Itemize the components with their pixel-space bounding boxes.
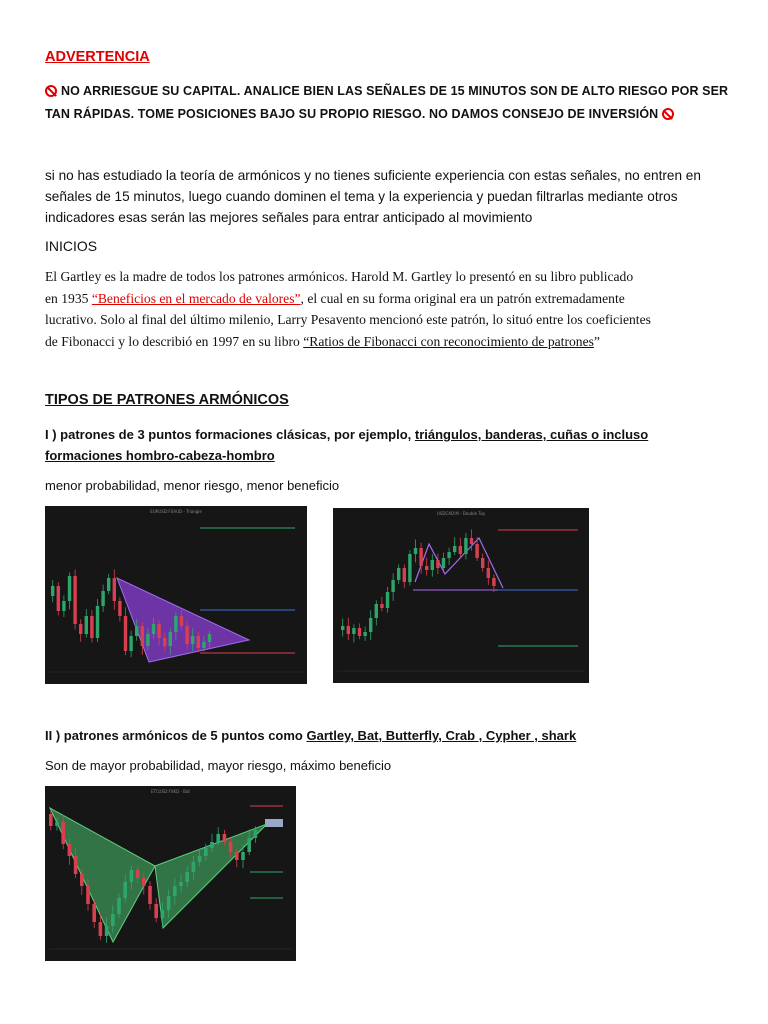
candle-body: [391, 580, 394, 592]
candle-body: [118, 601, 121, 616]
candle-body: [464, 538, 467, 554]
candle-body: [375, 604, 378, 618]
candle-body: [61, 822, 65, 844]
candle-body: [68, 844, 72, 856]
candle-body: [130, 870, 134, 882]
candle-body: [80, 874, 84, 886]
candle-body: [113, 578, 116, 601]
candle-body: [117, 898, 121, 914]
inicios-heading: INICIOS: [45, 238, 98, 254]
candle-body: [247, 838, 251, 852]
candle-body: [167, 896, 171, 910]
no-entry-icon: [45, 85, 57, 97]
candle-body: [442, 558, 445, 568]
prz-box: [265, 819, 283, 827]
candle-body: [74, 856, 78, 874]
warning-line-1: NO ARRIESGUE SU CAPITAL. ANALICE BIEN LAS SEÑALES DE 15 MINUTOS SON DE ALTO RIESGO POR SER: [45, 84, 728, 98]
candle-body: [146, 634, 149, 646]
candle-body: [191, 636, 194, 644]
warning-title: ADVERTENCIA: [45, 49, 150, 65]
candle-body: [347, 626, 350, 634]
candle-body: [174, 616, 177, 632]
double-top-chart-svg: [333, 508, 589, 683]
candle-body: [475, 544, 478, 558]
candle-body: [192, 862, 196, 872]
candle-body: [397, 568, 400, 580]
candle-body: [197, 636, 200, 648]
candle-body: [431, 560, 434, 570]
candle-body: [163, 638, 166, 646]
candle-body: [352, 628, 355, 634]
candle-body: [141, 626, 144, 646]
triangle-chart-image: [45, 506, 307, 684]
candle-body: [55, 822, 59, 826]
candle-body: [204, 848, 208, 856]
candle-body: [363, 632, 366, 636]
candle-body: [86, 886, 90, 904]
candle-body: [459, 546, 462, 554]
candle-body: [185, 626, 188, 644]
candle-body: [105, 926, 109, 936]
candle-body: [403, 568, 406, 582]
bat-chart-image: [45, 786, 296, 961]
candle-body: [185, 872, 189, 882]
double-top-path: [415, 538, 503, 588]
candle-body: [436, 560, 439, 568]
no-entry-icon: [662, 108, 674, 120]
candle-body: [73, 576, 76, 624]
candle-body: [148, 886, 152, 904]
candle-body: [136, 870, 140, 878]
candle-body: [85, 616, 88, 634]
candle-body: [453, 546, 456, 552]
three-point-patterns: I ) patrones de 3 puntos formaciones clásicas, por ejemplo, triángulos, banderas, cuñas o incluso formaciones hombro-cabeza-hombro: [45, 427, 649, 463]
candle-body: [123, 882, 127, 898]
candle-body: [92, 904, 96, 922]
candle-body: [216, 834, 220, 842]
candle-body: [129, 636, 132, 651]
candle-body: [198, 856, 202, 862]
candle-body: [62, 601, 65, 611]
candle-body: [341, 626, 344, 630]
warning-line-2: TAN RÁPIDAS. TOME POSICIONES BAJO SU PROPIO RIESGO. NO DAMOS CONSEJO DE INVERSIÓN: [45, 107, 678, 121]
candle-body: [161, 910, 165, 918]
candle-body: [173, 886, 177, 896]
gartley-paragraph: El Gartley es la madre de todos los patrones armónicos. Harold M. Gartley lo presentó en su libro publicado en 1935 “Beneficios en el mercado de valores”, el cual en su forma original era un patrón extremadamente lucrativo. Solo al final del último milenio, Larry Pesavento mencionó este patrón, lo situó entre los coeficientes de Fibonacci y lo describió en 1997 en su libro “Ratios de Fibonacci con reconocimiento de patrones”: [45, 269, 651, 349]
candle-body: [254, 830, 258, 838]
chart-title: EURUSD:FXAUD - Triangle: [150, 509, 202, 514]
candle-body: [208, 634, 211, 642]
double-top-chart-image: [333, 508, 589, 683]
candle-body: [49, 814, 53, 826]
chart-title: ETCUSD:FXKD - Bat: [151, 789, 190, 794]
candle-body: [135, 626, 138, 636]
candle-body: [380, 604, 383, 608]
candle-body: [101, 591, 104, 606]
candle-body: [124, 616, 127, 651]
candle-body: [358, 628, 361, 636]
candle-body: [229, 842, 233, 852]
candle-body: [99, 922, 103, 936]
candle-body: [107, 578, 110, 591]
candle-body: [487, 568, 490, 578]
candle-body: [154, 904, 158, 918]
candle-body: [179, 882, 183, 886]
candle-body: [223, 834, 227, 842]
candle-body: [68, 576, 71, 601]
candle-body: [180, 616, 183, 626]
candle-body: [408, 554, 411, 582]
candle-body: [414, 548, 417, 554]
candle-body: [210, 842, 214, 848]
candle-body: [419, 548, 422, 566]
candle-body: [157, 624, 160, 638]
candle-body: [111, 914, 115, 926]
candle-body: [152, 624, 155, 634]
book-link-2[interactable]: “Ratios de Fibonacci con reconocimiento de patrones: [303, 333, 594, 349]
candle-body: [90, 616, 93, 638]
candle-body: [369, 618, 372, 632]
candle-body: [57, 586, 60, 611]
candle-body: [169, 632, 172, 646]
advice-paragraph: si no has estudiado la teoría de armónicos y no tienes suficiente experiencia con estas señales, no entren en señales de 15 minutos, luego cuando dominen el tema y la experiencia y puedan filtrarlas mediante otros indicadores esas serán las mejores señales para entrar anticipado al movimiento: [45, 168, 701, 225]
candle-body: [235, 852, 239, 860]
three-point-note: menor probabilidad, menor riesgo, menor beneficio: [45, 478, 340, 493]
candle-body: [470, 538, 473, 544]
five-point-note: Son de mayor probabilidad, mayor riesgo, máximo beneficio: [45, 758, 392, 773]
five-point-patterns: II ) patrones armónicos de 5 puntos como Gartley, Bat, Butterfly, Crab , Cypher , shark: [45, 728, 577, 743]
candle-body: [241, 852, 245, 860]
candle-body: [79, 624, 82, 634]
candle-body: [96, 606, 99, 638]
candle-body: [492, 578, 495, 586]
tipos-heading: TIPOS DE PATRONES ARMÓNICOS: [45, 392, 289, 408]
candle-body: [481, 558, 484, 568]
candle-body: [142, 878, 146, 886]
candle-body: [202, 642, 205, 648]
triangle-chart-svg: [45, 506, 307, 684]
chart-title: USDCAD:M - Double Top: [436, 511, 486, 516]
candle-body: [425, 566, 428, 570]
bat-chart-svg: [45, 786, 296, 961]
candle-body: [386, 592, 389, 608]
book-link-1[interactable]: “Beneficios en el mercado de valores”: [91, 290, 301, 306]
candle-body: [447, 552, 450, 558]
candle-body: [51, 586, 54, 596]
